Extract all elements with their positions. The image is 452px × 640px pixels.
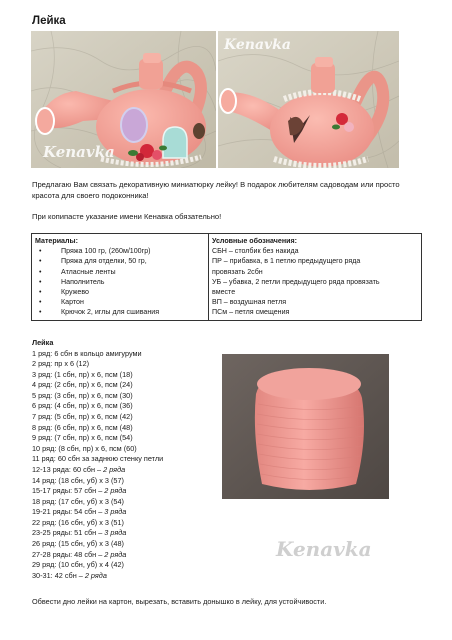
photo-watermark: Kenavka — [43, 143, 115, 161]
material-item: • Кружево — [35, 287, 205, 297]
pattern-row — [32, 518, 163, 529]
pattern-row-text: 18 ряд: (17 сбн, уб) х 3 (54) — [32, 496, 124, 506]
pattern-row — [32, 370, 163, 381]
pattern-row — [32, 401, 163, 412]
pattern-row-text: 8 ряд: (6 сбн, пр) х 6, псм (48) — [32, 422, 133, 432]
pattern-row — [32, 454, 163, 465]
pattern-row — [32, 380, 163, 391]
pattern-row-text: 2 ряд: пр х 6 (12) — [32, 359, 90, 369]
pattern-row-text: 1 ряд: 6 сбн в кольцо амигуруми — [32, 348, 142, 358]
pattern-row-text: 22 ряд: (16 сбн, уб) х 3 (51) — [32, 517, 124, 527]
pattern-row-text: 11 ряд: 60 сбн за заднюю стенку петли — [32, 454, 164, 464]
watermark-logo — [272, 534, 382, 564]
pattern-row-repeat: 3 ряда — [104, 528, 127, 538]
page-title: Лейка — [32, 15, 66, 27]
material-item: • Атласные ленты — [35, 267, 205, 277]
pattern-row — [32, 560, 163, 571]
pattern-row-repeat: 2 ряда — [104, 486, 127, 496]
pattern-row-text: 7 ряд: (5 сбн, пр) х 6, псм (42) — [32, 412, 133, 422]
pattern-row — [32, 550, 163, 561]
pattern-row-repeat: 3 ряда — [104, 507, 127, 517]
pattern-row-text: 27-28 ряды: 48 сбн – — [32, 549, 105, 559]
pattern-row-text: 3 ряд: (1 сбн, пр) х 6, псм (18) — [32, 369, 133, 379]
pattern-section — [32, 338, 163, 581]
materials-cell — [32, 234, 209, 321]
legend-header: Условные обозначения: — [212, 237, 298, 245]
pattern-row-text: 5 ряд: (3 сбн, пр) х 6, псм (30) — [32, 390, 133, 400]
pattern-row — [32, 412, 163, 423]
crochet-base-photo — [222, 354, 389, 499]
pattern-row — [32, 423, 163, 434]
pattern-row-text: 10 ряд: (8 сбн, пр) х 6, псм (60) — [32, 443, 137, 453]
pattern-row — [32, 539, 163, 550]
pattern-row-text: 9 ряд: (7 сбн, пр) х 6, псм (54) — [32, 433, 133, 443]
pattern-row-text: 6 ряд: (4 сбн, пр) х 6, псм (36) — [32, 401, 133, 411]
pattern-row — [32, 476, 163, 487]
pattern-row — [32, 359, 163, 370]
pattern-row-repeat: 2 ряда — [103, 464, 126, 474]
copy-note: При копипасте указание имени Кенавка обязательно! — [32, 212, 222, 221]
pattern-row — [32, 571, 163, 582]
pattern-row — [32, 349, 163, 360]
pattern-row — [32, 433, 163, 444]
materials-header: Материалы: — [35, 237, 78, 245]
pattern-row-repeat: 2 ряда — [104, 549, 127, 559]
pattern-row-text: 23-25 ряды: 51 сбн – — [32, 528, 105, 538]
pattern-row-text: 30-31: 42 сбн – — [32, 570, 85, 580]
photo-watermark: Kenavka — [224, 37, 291, 53]
pattern-row — [32, 444, 163, 455]
watermark-text: Kenavka — [276, 537, 372, 561]
watering-can-photo-side — [218, 31, 399, 168]
legend-line: ПСм – петля смещения — [212, 308, 290, 317]
material-item: • Картон — [35, 297, 205, 307]
pattern-row-repeat: 2 ряда — [84, 570, 107, 580]
pattern-row-text: 29 ряд: (10 сбн, уб) х 4 (42) — [32, 560, 124, 570]
pattern-row — [32, 528, 163, 539]
legend-line: провязать 2сбн — [212, 267, 263, 276]
pattern-row — [32, 486, 163, 497]
legend-line: вместе — [212, 288, 236, 297]
pattern-row — [32, 465, 163, 476]
legend-line: ВП – воздушная петля — [212, 298, 287, 307]
material-item: • Крючок 2, иглы для сшивания — [35, 307, 205, 317]
legend-line: ПР – прибавка, в 1 петлю предыдущего ряда — [212, 257, 361, 266]
pattern-heading: Лейка — [32, 338, 54, 347]
legend-line: СБН – столбик без накида — [212, 247, 299, 256]
pattern-row-text: 12-13 ряда: 60 сбн – — [32, 464, 104, 474]
pattern-note: Обвести дно лейки на картон, вырезать, вставить донышко в лейку, для устойчивости. — [32, 597, 327, 606]
material-item: • Наполнитель — [35, 277, 205, 287]
pattern-row — [32, 507, 163, 518]
materials-table — [31, 233, 422, 321]
pattern-row — [32, 497, 163, 508]
legend-cell — [209, 234, 422, 321]
material-item: • Пряжа для отделки, 50 гр, — [35, 256, 205, 266]
intro-text: Предлагаю Вам связать декоративную миниатюрку лейку! В подарок любителям садоводам или просто красота для своего подоконника! — [32, 180, 400, 200]
pattern-row-text: 19-21 ряды: 54 сбн – — [32, 507, 105, 517]
pattern-row-text: 4 ряд: (2 сбн, пр) х 6, псм (24) — [32, 380, 133, 390]
legend-line: УБ – убавка, 2 петли предыдущего ряда провязать — [212, 277, 380, 286]
pattern-row-text: 14 ряд: (18 сбн, уб) х 3 (57) — [32, 475, 124, 485]
pattern-row-text: 26 ряд: (15 сбн, уб) х 3 (48) — [32, 538, 124, 548]
pattern-row — [32, 391, 163, 402]
pattern-row-text: 15-17 ряды: 57 сбн – — [32, 486, 105, 496]
material-item: • Пряжа 100 гр, (260м/100гр) — [35, 246, 205, 256]
watering-can-photo-front — [31, 31, 216, 168]
